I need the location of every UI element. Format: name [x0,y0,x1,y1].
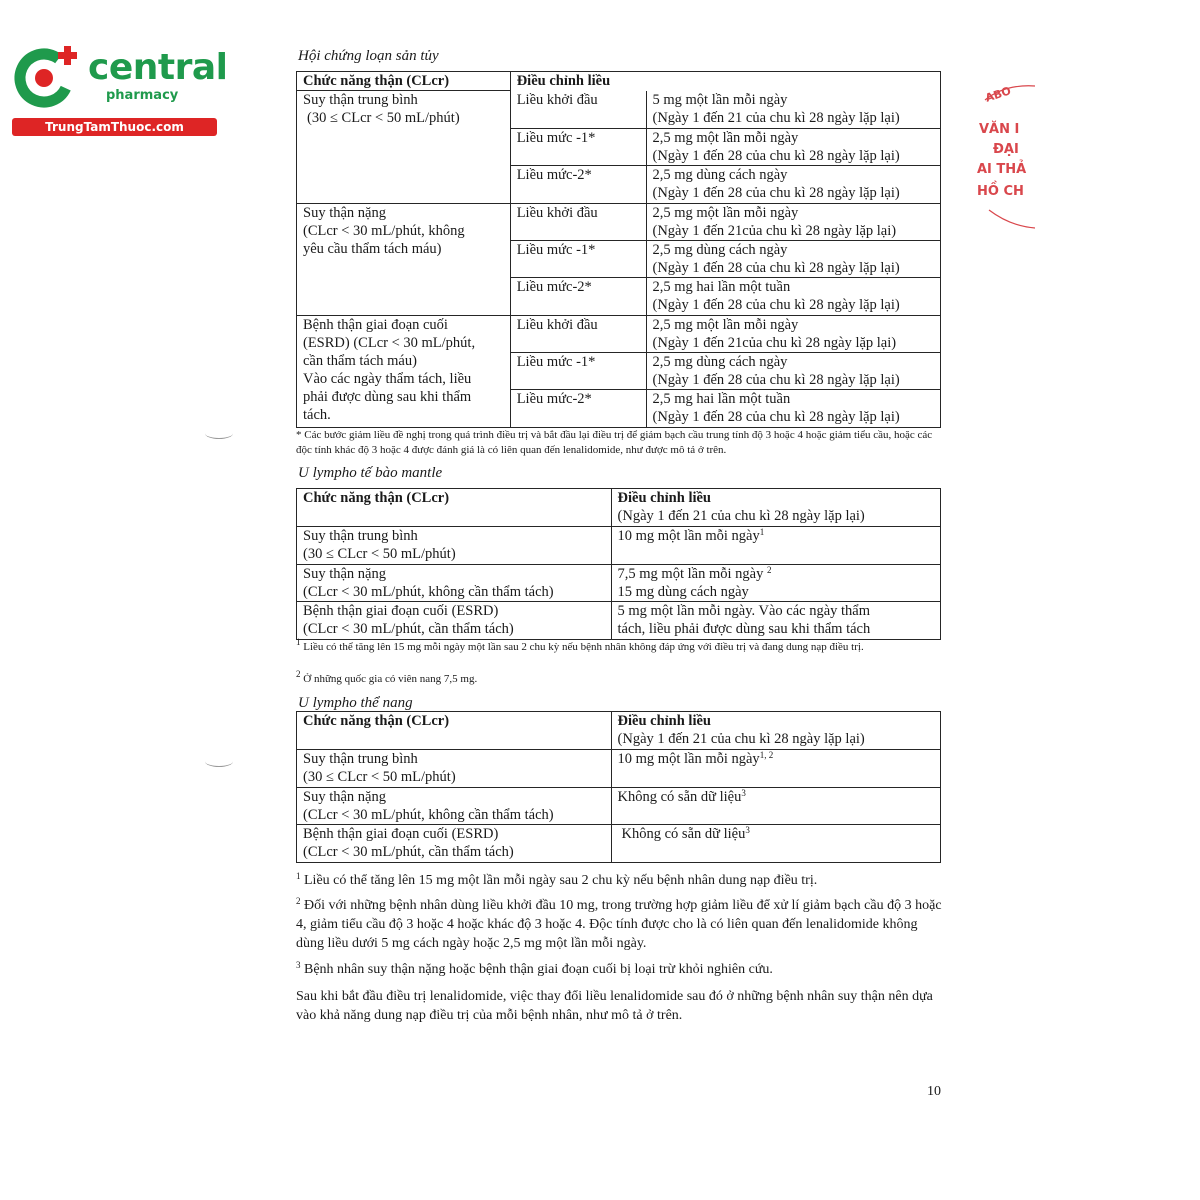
footnote-text: Bệnh nhân suy thận nặng hoặc bệnh thận giai đoạn cuối bị loại trừ khỏi nghiên cứu. [304,962,773,977]
dose-cell [611,527,940,565]
dose-text: 10 mg một lần mỗi ngày [617,751,760,767]
mcl-footnote-1 [296,637,944,655]
dose-level: Liều mức -1* [510,129,646,166]
cycle-text: (Ngày 1 đến 21của chu kì 28 ngày lặp lại) [652,223,897,239]
renal-condition-cell [297,750,612,788]
dose-text: 2,5 mg dùng cách ngày [652,167,788,183]
column-header: Chức năng thận (CLcr) [297,72,511,91]
stamp-line: VĂN I [979,122,1020,137]
dose-text: 2,5 mg một lần mỗi ngày [652,205,799,221]
column-header: Chức năng thận (CLcr) [297,489,612,527]
renal-condition-cell [297,91,511,204]
dose-level: Liều khởi đầu [510,204,646,241]
dose-text: 7,5 mg một lần mỗi ngày [617,566,764,582]
fl-footnote-3 [296,960,946,979]
dose-text: 5 mg một lần mỗi ngày [652,91,788,108]
stamp-ring-icon [975,80,1035,240]
section-title-fl: U lympho thể nang [298,695,413,711]
dose-text: 2,5 mg hai lần một tuần [652,391,791,407]
column-subheader: (Ngày 1 đến 21 của chu kì 28 ngày lặp lại) [617,508,865,524]
condition-line: (ESRD) (CLcr < 30 mL/phút, [303,335,476,351]
page-number: 10 [927,1084,941,1099]
dose-text: tách, liều phải được dùng sau khi thẩm tách [617,621,871,637]
renal-condition-cell [297,316,511,428]
dose-text: 2,5 mg một lần mỗi ngày [652,317,799,333]
condition-line: tách. [303,407,331,423]
dose-level: Liều mức -1* [510,241,646,278]
dose-level: Liều mức-2* [510,390,646,428]
dose-text: 2,5 mg hai lần một tuần [652,279,791,295]
dose-cell [646,316,941,353]
condition-line: Suy thận nặng [303,205,386,221]
mds-dose-table [296,71,941,428]
condition-line: Suy thận trung bình [303,528,418,544]
fold-mark [205,756,233,767]
column-header-cell [611,489,940,527]
dose-text: 10 mg một lần mỗi ngày [617,528,760,544]
mcl-footnote-2 [296,669,944,687]
stamp-line: ĐẠI [993,142,1019,157]
dose-cell [611,750,940,788]
footnote-mark: 1 [296,637,301,647]
condition-line: Suy thận nặng [303,566,386,582]
logo-banner[interactable]: TrungTamThuoc.com [12,118,217,136]
column-header: Điều chỉnh liều [510,72,940,91]
cycle-text: (Ngày 1 đến 28 của chu kì 28 ngày lặp lại) [652,409,900,425]
footnote-ref: 1, 2 [759,750,774,760]
renal-condition-cell [297,825,612,863]
dose-cell [611,565,940,602]
dose-text: Không có sẵn dữ liệu [621,826,746,842]
dose-cell [611,825,940,863]
footnote-mark: 3 [296,960,301,970]
logo-sub-text: pharmacy [106,88,179,103]
stamp-line: ABO [983,84,1013,105]
renal-condition-cell [297,602,612,640]
condition-line: (CLcr < 30 mL/phút, cần thẩm tách) [303,844,514,860]
footnote-text: Liều có thể tăng lên 15 mg mỗi ngày một lần sau 2 chu kỳ nếu bệnh nhân không đáp ứng với điều trị và đang dung nạp điều trị. [303,641,864,653]
dose-cell [646,390,941,428]
footnote-ref: 3 [745,825,750,835]
renal-condition-cell [297,527,612,565]
closing-paragraph: Sau khi bắt đầu điều trị lenalidomide, việc thay đổi liều lenalidomide sau đó ở những bệnh nhân suy thận nên dựa vào khả năng dung nạp điều trị của mỗi bệnh nhân, như mô tả ở trên. [296,989,933,1023]
lab-stamp [975,80,1035,240]
condition-line: (CLcr < 30 mL/phút, không [303,223,465,239]
column-header: Điều chỉnh liều [617,713,711,729]
dose-text: 2,5 mg dùng cách ngày [652,242,788,258]
fl-footnote-2 [296,896,946,953]
condition-line: cần thẩm tách máu) [303,353,417,369]
cycle-text: (Ngày 1 đến 28 của chu kì 28 ngày lặp lại) [652,260,900,276]
fold-mark [205,428,233,439]
dose-cell [646,91,941,129]
cycle-text: (Ngày 1 đến 21 của chu kì 28 ngày lặp lại) [652,109,900,126]
condition-line: Vào các ngày thẩm tách, liều [303,371,472,387]
mds-footnote: * Các bước giảm liều đề nghị trong quá trình điều trị và bắt đầu lại điều trị để giảm bạch cầu trung tính độ 3 hoặc 4 hoặc giảm tiểu cầu, hoặc các độc tính khác độ 3 hoặc 4 được đánh giá là có liên quan đến lenalidomide, như được mô tả ở trên. [296,429,933,456]
cycle-text: (Ngày 1 đến 28 của chu kì 28 ngày lặp lại) [652,148,900,164]
footnote-ref: 1 [759,527,765,537]
footnote-text: Đối với những bệnh nhân dùng liều khởi đầu 10 mg, trong trường hợp giảm liều để xử lí giảm bạch cầu độ 3 hoặc 4, giảm tiểu cầu độ 3 hoặc 4 hoặc khác độ 3 hoặc 4. Độc tính được cho là có liên quan đến lenalidomide không dùng liều dưới 5 mg cách ngày hoặc 2,5 mg một lần mỗi ngày. [296,898,942,951]
column-header: Chức năng thận (CLcr) [297,712,612,750]
condition-line: yêu cầu thẩm tách máu) [303,241,442,257]
cycle-text: (Ngày 1 đến 28 của chu kì 28 ngày lặp lại) [652,297,900,313]
condition-line: Suy thận trung bình [303,92,418,108]
footnote-text: Liều có thể tăng lên 15 mg một lần mỗi ngày sau 2 chu kỳ nếu bệnh nhân dung nạp điều trị. [304,873,818,888]
condition-line: Bệnh thận giai đoạn cuối (ESRD) [303,826,499,842]
cycle-text: (Ngày 1 đến 28 của chu kì 28 ngày lặp lại) [652,372,900,388]
footnote-mark: 1 [296,871,301,881]
dose-level: Liều khởi đầu [510,91,646,129]
dose-text: Không có sẵn dữ liệu [617,789,742,805]
condition-line: (30 ≤ CLcr < 50 mL/phút) [307,110,460,126]
renal-condition-cell [297,788,612,825]
cycle-text: (Ngày 1 đến 28 của chu kì 28 ngày lặp lại) [652,185,900,201]
condition-line: Suy thận nặng [303,789,386,805]
stamp-line: HỒ CH [977,184,1024,199]
condition-line: (CLcr < 30 mL/phút, không cần thẩm tách) [303,584,554,600]
mcl-dose-table [296,488,941,640]
dose-level: Liều khởi đầu [510,316,646,353]
condition-line: Bệnh thận giai đoạn cuối (ESRD) [303,603,499,619]
dose-text: 2,5 mg một lần mỗi ngày [652,130,799,146]
dose-cell [646,278,941,316]
dose-level: Liều mức -1* [510,353,646,390]
condition-line: (30 ≤ CLcr < 50 mL/phút) [303,769,456,785]
stamp-line: AI THẢ [977,162,1027,177]
central-pharmacy-logo[interactable] [8,36,228,136]
logo-brand-text: central [88,47,228,88]
fl-dose-table [296,711,941,863]
dose-cell [646,166,941,204]
footnote-text: Ở những quốc gia có viên nang 7,5 mg. [303,673,478,685]
column-header-cell [611,712,940,750]
condition-line: (CLcr < 30 mL/phút, cần thẩm tách) [303,621,514,637]
footnote-mark: 2 [296,896,301,906]
dose-cell [646,241,941,278]
dose-text: 15 mg dùng cách ngày [617,584,749,600]
dose-text: 5 mg một lần mỗi ngày. Vào các ngày thẩm [617,603,871,619]
footnote-ref: 2 [766,565,772,575]
dose-cell [646,353,941,390]
dose-level: Liều mức-2* [510,278,646,316]
condition-line: (30 ≤ CLcr < 50 mL/phút) [303,546,456,562]
section-title-mds: Hội chứng loạn sản tủy [298,48,439,64]
renal-condition-cell [297,565,612,602]
footnote-mark: 2 [296,669,301,679]
fl-footnote-1 [296,871,946,890]
column-subheader: (Ngày 1 đến 21 của chu kì 28 ngày lặp lại) [617,731,865,747]
cycle-text: (Ngày 1 đến 21của chu kì 28 ngày lặp lại) [652,335,897,351]
dose-cell [611,602,940,640]
dose-cell [646,129,941,166]
renal-condition-cell [297,204,511,316]
column-header: Điều chỉnh liều [617,490,711,506]
dose-cell [646,204,941,241]
dose-text: 2,5 mg dùng cách ngày [652,354,788,370]
condition-line: Bệnh thận giai đoạn cuối [303,317,448,333]
condition-line: phải được dùng sau khi thẩm [303,389,472,405]
section-title-mcl: U lympho tế bào mantle [298,465,443,481]
footnote-ref: 3 [741,788,746,798]
condition-line: Suy thận trung bình [303,751,418,767]
dose-cell [611,788,940,825]
condition-line: (CLcr < 30 mL/phút, không cần thẩm tách) [303,807,554,823]
dose-level: Liều mức-2* [510,166,646,204]
pharmacy-logo-icon [10,40,86,116]
